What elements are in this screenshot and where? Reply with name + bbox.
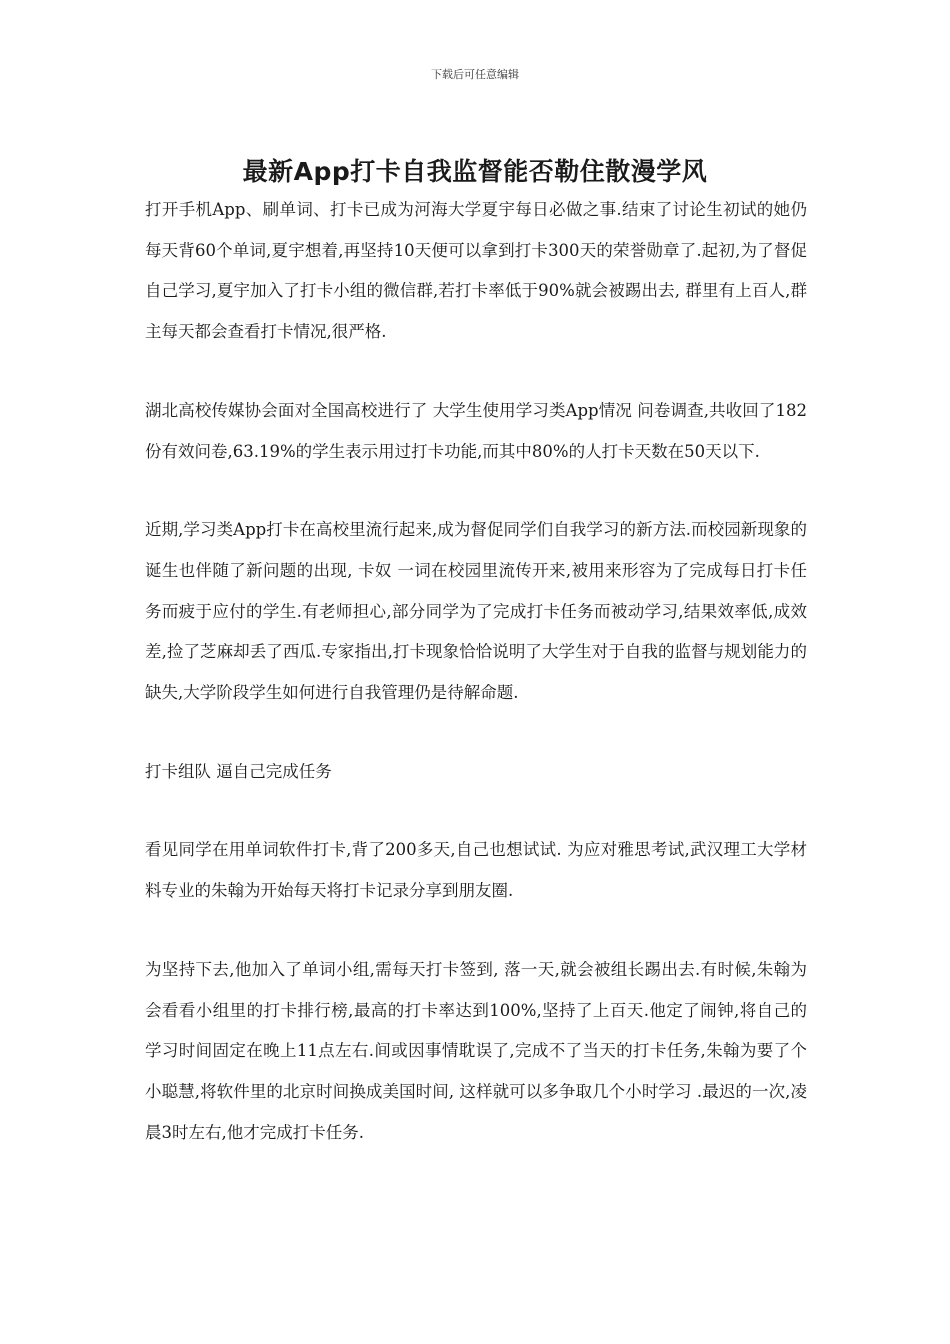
paragraph-gap (145, 353, 807, 391)
paragraph-gap (145, 792, 807, 830)
section-heading: 打卡组队 逼自己完成任务 (145, 761, 332, 781)
paragraph-3: 近期,学习类App打卡在高校里流行起来,成为督促同学们自我学习的新方法.而校园新现象的诞生也伴随了新问题的出现, 卡奴 一词在校园里流传开来,被用来形容为了完成每日打卡任务而疲于应付的学生.有老师担心,部分同学为了完成打卡任务而被动学习,结果效率低,成效差,捡了芝麻却丢了西瓜.专家指出,打卡现象恰恰说明了大学生对于自我的监督与规划能力的缺失,大学阶段学生如何进行自我管理仍是待解命题. (145, 520, 807, 703)
paragraph-2: 湖北高校传媒协会面对全国高校进行了 大学生使用学习类App情况 问卷调查,共收回了182份有效问卷,63.19%的学生表示用过打卡功能,而其中80%的人打卡天数在50天以下. (145, 400, 807, 461)
header-note: 下载后可任意编辑 (431, 68, 519, 81)
paragraph-gap (145, 472, 807, 510)
paragraph-1: 打开手机App、刷单词、打卡已成为河海大学夏宇每日必做之事.结束了讨论生初试的她仍每天背60个单词,夏宇想着,再坚持10天便可以拿到打卡300天的荣誉勋章了.起初,为了督促自己学习,夏宇加入了打卡小组的微信群,若打卡率低于90%就会被踢出去, 群里有上百人,群主每天都会查看打卡情况,很严格. (145, 200, 807, 342)
paragraph-4: 看见同学在用单词软件打卡,背了200多天,自己也想试试. 为应对雅思考试,武汉理工大学材料专业的朱翰为开始每天将打卡记录分享到朋友圈. (145, 840, 807, 901)
paragraph-gap (145, 714, 807, 752)
paragraph-5: 为坚持下去,他加入了单词小组,需每天打卡签到, 落一天,就会被组长踢出去.有时候,朱翰为会看看小组里的打卡排行榜,最高的打卡率达到100%,坚持了上百天.他定了闹钟,将自己的学习时间固定在晚上11点左右.间或因事情耽误了,完成不了当天的打卡任务,朱翰为要了个小聪慧,将软件里的北京时间换成美国时间, 这样就可以多争取几个小时学习 .最迟的一次,凌晨3时左右,他才完成打卡任务. (145, 959, 807, 1142)
article-title: 最新App打卡自我监督能否勒住散漫学风 (242, 157, 708, 186)
article-body (145, 190, 807, 1153)
paragraph-gap (145, 912, 807, 950)
